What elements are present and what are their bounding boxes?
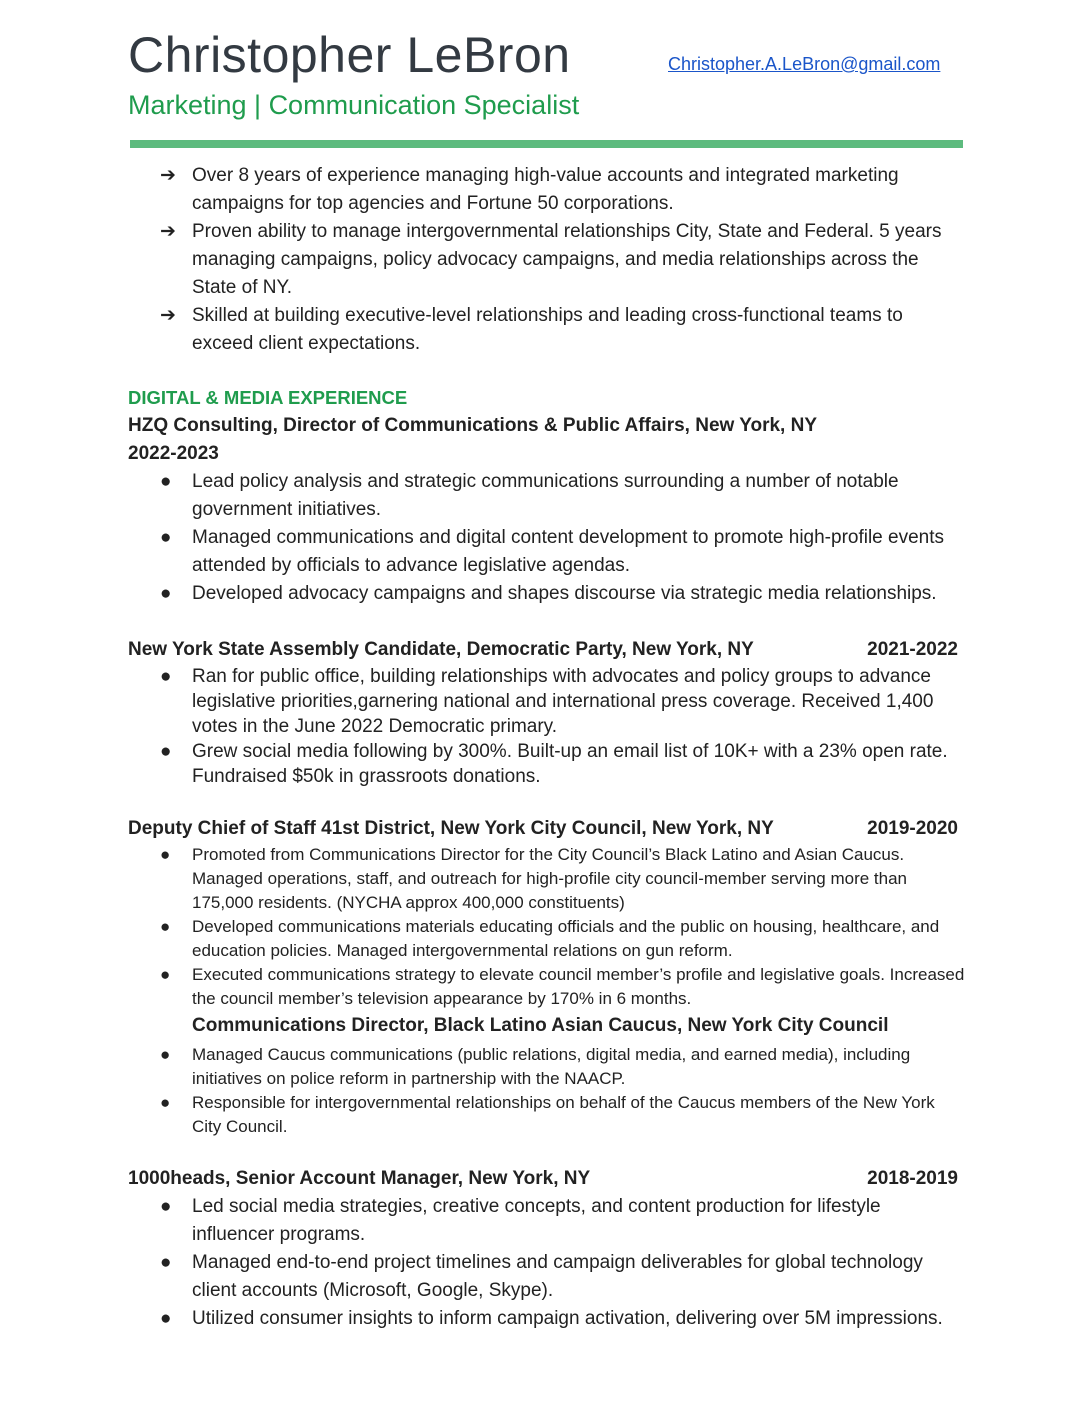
job-heading	[128, 636, 968, 664]
sub-role-bullets	[128, 1043, 968, 1139]
job-title: 1000heads, Senior Account Manager, New York, NY	[128, 1168, 591, 1189]
job-entry	[128, 412, 968, 608]
job-dates: 2022-2023	[128, 443, 219, 464]
job-bullets	[128, 468, 968, 608]
bullet-text: Led social media strategies, creative concepts, and content production for lifestyle influencer programs.	[192, 1196, 881, 1245]
job-bullets	[128, 843, 968, 1011]
summary-item	[128, 218, 968, 302]
job-dates: 2021-2022	[867, 639, 958, 660]
bullet-dot-icon: ●	[160, 917, 171, 936]
job-bullet	[128, 963, 968, 1011]
bullet-text: Managed communications and digital content development to promote high-profile events attended by officials to advance legislative agendas.	[192, 527, 945, 576]
resume-body	[128, 162, 968, 1333]
job-bullet	[128, 1249, 968, 1305]
job-bullet	[128, 1193, 968, 1249]
bullet-dot-icon: ●	[160, 1093, 171, 1112]
bullet-text: Developed communications materials educating officials and the public on housing, healthcare, and education policies. Managed intergovernmental relations on gun reform.	[192, 917, 940, 960]
job-dates: 2019-2020	[867, 818, 958, 839]
summary-text: Skilled at building executive-level relationships and leading cross-functional teams to exceed client expectations.	[192, 305, 903, 354]
arrow-right-icon: ➔	[160, 305, 176, 326]
header-divider	[130, 140, 963, 148]
bullet-text: Executed communications strategy to elevate council member’s profile and legislative goals. Increased the council member’s television appearance by 170% in 6 months.	[192, 965, 965, 1008]
arrow-right-icon: ➔	[160, 165, 176, 186]
job-entry	[128, 815, 968, 1139]
bullet-dot-icon: ●	[160, 527, 172, 548]
job-heading	[128, 815, 968, 843]
bullet-text: Grew social media following by 300%. Built-up an email list of 10K+ with a 23% open rate. Fundraised $50k in grassroots donations.	[192, 741, 948, 787]
job-bullet	[128, 915, 968, 963]
job-bullet	[128, 1305, 968, 1333]
bullet-dot-icon: ●	[160, 1252, 172, 1273]
job-bullet	[128, 468, 968, 524]
arrow-right-icon: ➔	[160, 221, 176, 242]
bullet-dot-icon: ●	[160, 1196, 172, 1217]
bullet-dot-icon: ●	[160, 965, 171, 984]
job-entry	[128, 636, 968, 789]
job-bullet	[128, 580, 968, 608]
section-title: DIGITAL & MEDIA EXPERIENCE	[128, 387, 408, 408]
summary-text: Over 8 years of experience managing high-value accounts and integrated marketing campaigns for top agencies and Fortune 50 corporations.	[192, 165, 899, 214]
summary-item	[128, 302, 968, 358]
summary-list	[128, 162, 968, 358]
bullet-dot-icon: ●	[160, 741, 172, 762]
job-bullet	[128, 524, 968, 580]
job-entry	[128, 1165, 968, 1333]
job-bullet	[128, 1091, 968, 1139]
bullet-text: Lead policy analysis and strategic communications surrounding a number of notable government initiatives.	[192, 471, 899, 520]
bullet-text: Managed end-to-end project timelines and campaign deliverables for global technology client accounts (Microsoft, Google, Skype).	[192, 1252, 923, 1301]
job-title: Deputy Chief of Staff 41st District, New York City Council, New York, NY	[128, 818, 774, 839]
bullet-text: Managed Caucus communications (public relations, digital media, and earned media), including initiatives on police reform in partnership with the NAACP.	[192, 1045, 911, 1088]
bullet-dot-icon: ●	[160, 583, 172, 604]
job-dates: 2018-2019	[867, 1168, 958, 1189]
job-title: HZQ Consulting, Director of Communications & Public Affairs, New York, NY	[128, 415, 818, 436]
bullet-text: Responsible for intergovernmental relationships on behalf of the Caucus members of the New York City Council.	[192, 1093, 935, 1136]
job-heading	[128, 412, 968, 440]
bullet-text: Promoted from Communications Director for the City Council’s Black Latino and Asian Caucus. Managed operations, staff, and outreach for high-profile city council-member serving more than 175,000 residents. (NYCHA approx 400,000 constituents)	[192, 845, 908, 912]
summary-text: Proven ability to manage intergovernmental relationships City, State and Federal. 5 years managing campaigns, policy advocacy campaigns, and media relationships across the State of NY.	[192, 221, 942, 298]
email-link[interactable]: Christopher.A.LeBron@gmail.com	[668, 54, 941, 74]
job-title: New York State Assembly Candidate, Democratic Party, New York, NY	[128, 639, 754, 660]
job-bullets	[128, 664, 968, 789]
job-bullets	[128, 1193, 968, 1333]
job-bullet	[128, 664, 968, 739]
bullet-text: Utilized consumer insights to inform campaign activation, delivering over 5M impressions.	[192, 1308, 943, 1329]
job-bullet	[128, 739, 968, 789]
job-heading	[128, 1165, 968, 1193]
bullet-text: Ran for public office, building relationships with advocates and policy groups to advance legislative priorities,garnering national and international press coverage. Received 1,400 votes in the June 2022 Democratic primary.	[192, 666, 934, 737]
bullet-dot-icon: ●	[160, 471, 172, 492]
professional-title: Marketing | Communication Specialist	[128, 90, 580, 120]
bullet-dot-icon: ●	[160, 845, 171, 864]
bullet-text: Developed advocacy campaigns and shapes discourse via strategic media relationships.	[192, 583, 937, 604]
sub-role-heading: Communications Director, Black Latino Asian Caucus, New York City Council	[192, 1015, 889, 1036]
job-bullet	[128, 1043, 968, 1091]
bullet-dot-icon: ●	[160, 1045, 171, 1064]
candidate-name: Christopher LeBron	[128, 27, 571, 83]
bullet-dot-icon: ●	[160, 1308, 172, 1329]
summary-item	[128, 162, 968, 218]
bullet-dot-icon: ●	[160, 666, 172, 687]
job-bullet	[128, 843, 968, 915]
